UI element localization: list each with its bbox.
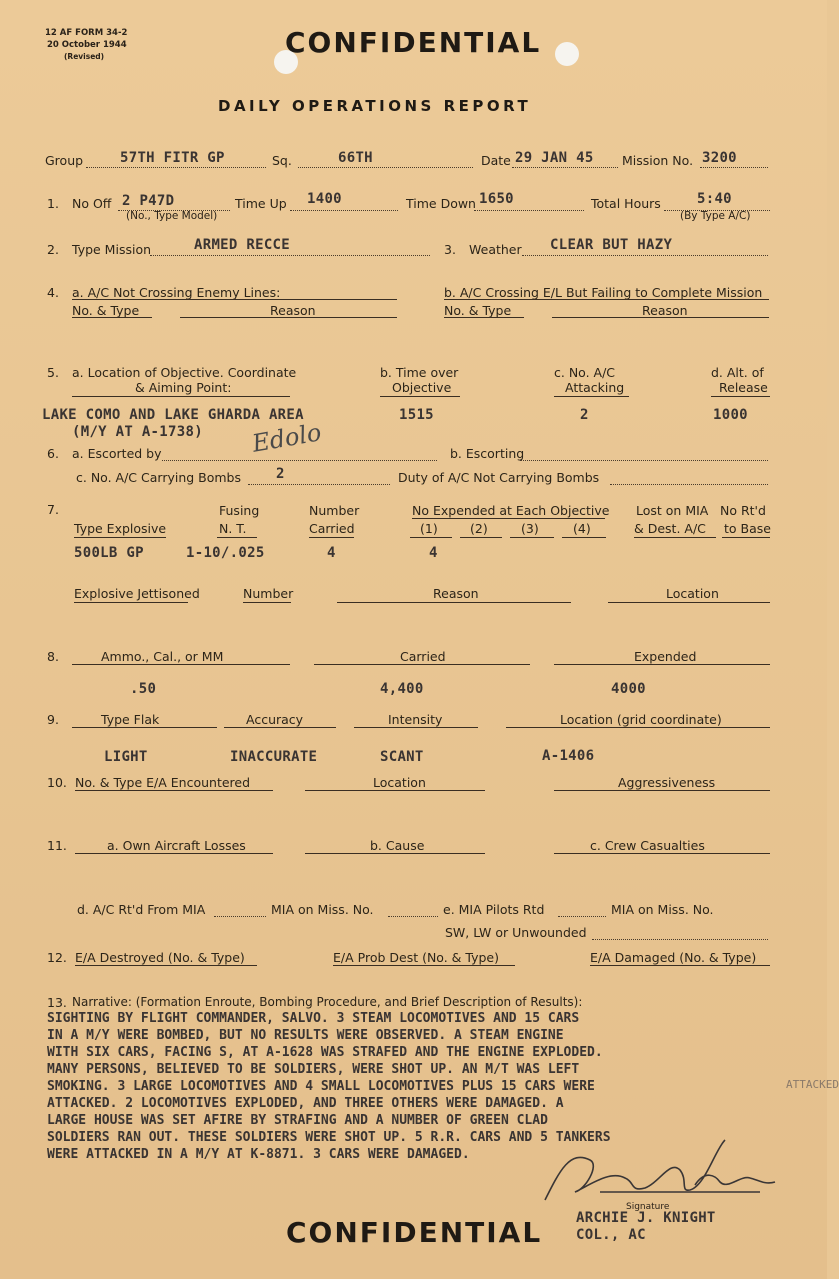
intensity-value: SCANT xyxy=(380,749,424,765)
date-value: 29 JAN 45 xyxy=(515,150,594,166)
s7-num: 7. xyxy=(47,502,59,517)
ammo-carried-value: 4,400 xyxy=(380,681,424,697)
narrative-line: MANY PERSONS, BELIEVED TO BE SOLDIERS, WERE SHOT UP. AN M/T WAS LEFT xyxy=(47,1062,580,1077)
confidential-footer: CONFIDENTIAL xyxy=(286,1216,543,1249)
type-mission-value: ARMED RECCE xyxy=(194,237,291,253)
s5c-label-2: Attacking xyxy=(565,380,625,395)
flak-location-label: Location (grid coordinate) xyxy=(560,712,722,727)
expended-label: No Expended at Each Objective xyxy=(412,503,610,518)
narrative-line: WITH SIX CARS, FACING S, AT A-1628 WAS STRAFED AND THE ENGINE EXPLODED. xyxy=(47,1045,603,1060)
alt-of-release: 1000 xyxy=(713,407,748,423)
signer-name: ARCHIE J. KNIGHT xyxy=(576,1210,716,1226)
nort-label-2: to Base xyxy=(724,521,771,536)
obj-2: (2) xyxy=(470,521,488,536)
own-losses-label: a. Own Aircraft Losses xyxy=(107,838,246,853)
s5d-label-2: Release xyxy=(719,380,768,395)
objective-location: LAKE COMO AND LAKE GHARDA AREA xyxy=(42,407,304,423)
jettisoned-location-label: Location xyxy=(666,586,719,601)
total-hours-label: Total Hours xyxy=(591,196,661,211)
no-off-label: No Off xyxy=(72,196,112,211)
lost-label: Lost on MIA xyxy=(636,503,709,518)
no-off-value: 2 P47D xyxy=(122,193,175,209)
ammo-expended-label: Expended xyxy=(634,649,697,664)
jettisoned-reason-label: Reason xyxy=(433,586,479,601)
flak-location-value: A-1406 xyxy=(542,748,595,764)
time-down-label: Time Down xyxy=(406,196,476,211)
total-hours-value: 5:40 xyxy=(697,191,732,207)
s4a-reason: Reason xyxy=(270,303,316,318)
s4b-no-type: No. & Type xyxy=(444,303,512,318)
accuracy-label: Accuracy xyxy=(246,712,304,727)
time-over-objective: 1515 xyxy=(399,407,434,423)
signature-label: Signature xyxy=(626,1202,670,1212)
s10-num: 10. xyxy=(47,775,67,790)
obj-3: (3) xyxy=(521,521,539,536)
ea-destroyed-label: E/A Destroyed (No. & Type) xyxy=(75,950,245,965)
number-label-2: Carried xyxy=(309,521,355,536)
narrative-line: WERE ATTACKED IN A M/Y AT K-8871. 3 CARS WERE DAMAGED. xyxy=(47,1147,470,1162)
escorted-by-label: a. Escorted by xyxy=(72,446,162,461)
s3-num: 3. xyxy=(444,242,456,257)
s5c-label: c. No. A/C xyxy=(554,365,616,380)
jettisoned-number-label: Number xyxy=(243,586,294,601)
crew-casualties-label: c. Crew Casualties xyxy=(590,838,705,853)
nort-label: No Rt'd xyxy=(720,503,766,518)
s8-num: 8. xyxy=(47,649,59,664)
carrying-bombs-value: 2 xyxy=(276,466,285,482)
obj-1: (1) xyxy=(420,521,438,536)
s2-num: 2. xyxy=(47,242,59,257)
expended-obj1-value: 4 xyxy=(429,545,438,561)
aggressiveness-label: Aggressiveness xyxy=(618,775,716,790)
fusing-label: Fusing xyxy=(219,503,260,518)
rtd-from-mia-label: d. A/C Rt'd From MIA xyxy=(77,902,206,917)
signer-rank: COL., AC xyxy=(576,1227,646,1243)
cause-label: b. Cause xyxy=(370,838,425,853)
s4b-label: b. A/C Crossing E/L But Failing to Complete Mission xyxy=(444,285,763,300)
flak-value: LIGHT xyxy=(104,749,148,765)
duty-label: Duty of A/C Not Carrying Bombs xyxy=(398,470,600,485)
type-explosive-label: Type Explosive xyxy=(74,521,167,536)
s11-num: 11. xyxy=(47,838,67,853)
s5b-label-2: Objective xyxy=(392,380,452,395)
s5d-label: d. Alt. of xyxy=(711,365,764,380)
mia-miss-no-label: MIA on Miss. No. xyxy=(271,902,374,917)
margin-note: ATTACKED xyxy=(786,1078,839,1091)
time-down-value: 1650 xyxy=(479,191,514,207)
s13-num: 13. xyxy=(47,995,67,1010)
narrative-line: ATTACKED. 2 LOCOMOTIVES EXPLODED, AND THREE OTHERS WERE DAMAGED. A xyxy=(47,1096,564,1111)
s4-num: 4. xyxy=(47,285,59,300)
ammo-value: .50 xyxy=(130,681,157,697)
s1-num: 1. xyxy=(47,196,59,211)
total-hours-sub: (By Type A/C) xyxy=(680,210,751,222)
fusing-label-2: N. T. xyxy=(219,521,247,536)
s4a-no-type: No. & Type xyxy=(72,303,140,318)
s12-num: 12. xyxy=(47,950,67,965)
narrative-label: Narrative: (Formation Enroute, Bombing Procedure, and Brief Description of Results): xyxy=(72,995,583,1009)
sq-value: 66TH xyxy=(338,150,373,166)
sw-lw-label: SW, LW or Unwounded xyxy=(445,925,587,940)
s5a-label-2: & Aiming Point: xyxy=(135,380,232,395)
date-label: Date xyxy=(481,153,511,168)
accuracy-value: INACCURATE xyxy=(230,749,318,765)
narrative-line: SOLDIERS RAN OUT. THESE SOLDIERS WERE SHOT UP. 5 R.R. CARS AND 5 TANKERS xyxy=(47,1130,611,1145)
s5-num: 5. xyxy=(47,365,59,380)
objective-location-2: (M/Y AT A-1738) xyxy=(72,424,203,440)
s6-num: 6. xyxy=(47,446,59,461)
explosive-type-value: 500LB GP xyxy=(74,545,144,561)
intensity-label: Intensity xyxy=(388,712,443,727)
ammo-expended-value: 4000 xyxy=(611,681,646,697)
signature-mark xyxy=(530,1130,780,1210)
ea-prob-dest-label: E/A Prob Dest (No. & Type) xyxy=(333,950,499,965)
narrative-line: LARGE HOUSE WAS SET AFIRE BY STRAFING AND A NUMBER OF GREEN CLAD xyxy=(47,1113,548,1128)
weather-label: Weather xyxy=(469,242,522,257)
sq-label: Sq. xyxy=(272,153,292,168)
obj-4: (4) xyxy=(573,521,591,536)
narrative-line: SIGHTING BY FLIGHT COMMANDER, SALVO. 3 STEAM LOCOMOTIVES AND 15 CARS xyxy=(47,1011,580,1026)
s4a-label: a. A/C Not Crossing Enemy Lines: xyxy=(72,285,281,300)
mia-pilots-rtd-label: e. MIA Pilots Rtd xyxy=(443,902,545,917)
type-mission-label: Type Mission xyxy=(72,242,152,257)
number-label: Number xyxy=(309,503,360,518)
form-date: 20 October 1944 xyxy=(47,40,127,50)
s9-num: 9. xyxy=(47,712,59,727)
weather-value: CLEAR BUT HAZY xyxy=(550,237,673,253)
fusing-value: 1-10/.025 xyxy=(186,545,265,561)
flak-label: Type Flak xyxy=(101,712,160,727)
s5b-label: b. Time over xyxy=(380,365,459,380)
time-up-value: 1400 xyxy=(307,191,342,207)
mission-label: Mission No. xyxy=(622,153,694,168)
ea-encountered-label: No. & Type E/A Encountered xyxy=(75,775,251,790)
ammo-carried-label: Carried xyxy=(400,649,446,664)
confidential-header: CONFIDENTIAL xyxy=(285,26,542,59)
s5a-label: a. Location of Objective. Coordinate xyxy=(72,365,297,380)
punch-hole-right xyxy=(555,42,579,66)
number-carried-value: 4 xyxy=(327,545,336,561)
group-label: Group xyxy=(45,153,84,168)
group-value: 57TH FITR GP xyxy=(120,150,225,166)
form-revised: (Revised) xyxy=(64,52,105,61)
narrative-line: SMOKING. 3 LARGE LOCOMOTIVES AND 4 SMALL LOCOMOTIVES PLUS 15 CARS WERE xyxy=(47,1079,595,1094)
time-up-label: Time Up xyxy=(235,196,287,211)
no-off-sub: (No., Type Model) xyxy=(126,210,218,222)
jettisoned-label: Explosive Jettisoned xyxy=(74,586,200,601)
escorted-by-handwritten: Edolo xyxy=(250,418,324,458)
narrative-text xyxy=(47,1010,611,1163)
narrative-line: IN A M/Y WERE BOMBED, BUT NO RESULTS WERE OBSERVED. A STEAM ENGINE xyxy=(47,1028,564,1043)
ea-damaged-label: E/A Damaged (No. & Type) xyxy=(590,950,757,965)
mission-value: 3200 xyxy=(702,150,737,166)
carrying-bombs-label: c. No. A/C Carrying Bombs xyxy=(76,470,242,485)
form-number: 12 AF FORM 34-2 xyxy=(45,28,128,38)
lost-label-2: & Dest. A/C xyxy=(634,521,706,536)
escorting-label: b. Escorting xyxy=(450,446,525,461)
mia-miss-no-2-label: MIA on Miss. No. xyxy=(611,902,714,917)
s4b-reason: Reason xyxy=(642,303,688,318)
no-ac-attacking: 2 xyxy=(580,407,589,423)
ea-location-label: Location xyxy=(373,775,426,790)
report-title: DAILY OPERATIONS REPORT xyxy=(218,97,532,115)
ammo-label: Ammo., Cal., or MM xyxy=(101,649,224,664)
